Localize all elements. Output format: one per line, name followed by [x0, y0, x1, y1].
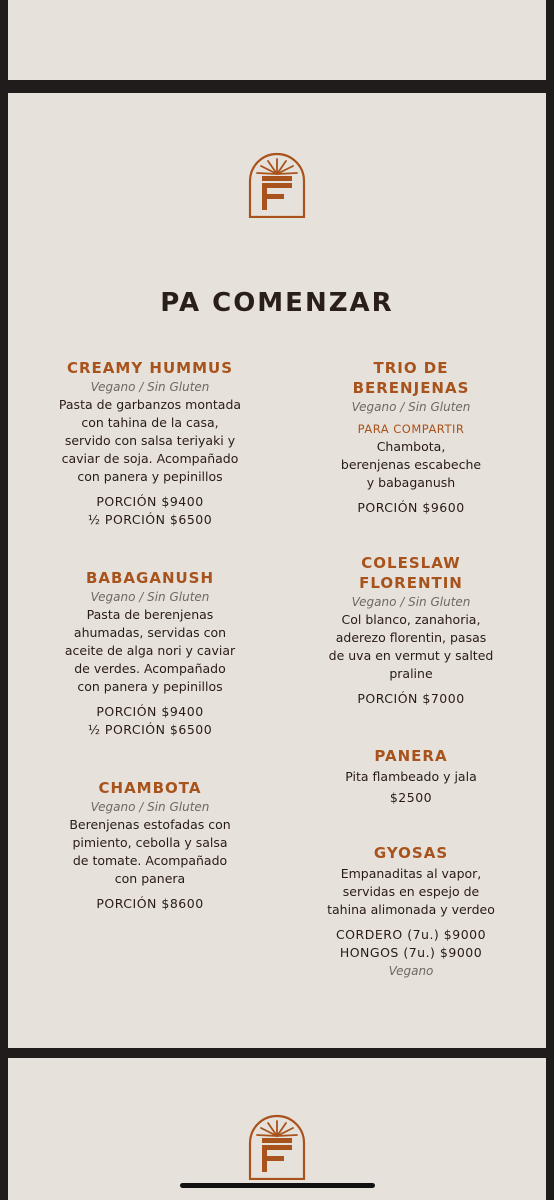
item-tag: Vegano — [388, 964, 434, 978]
item-note: PARA COMPARTIR — [357, 422, 465, 436]
item-price: PORCIÓN $7000 — [357, 691, 465, 706]
item-name: COLESLAW FLORENTIN — [359, 554, 463, 592]
item-name: CHAMBOTA — [98, 779, 202, 797]
sun-arch-f-logo-icon — [248, 1114, 306, 1180]
item-price: PORCIÓN $9600 — [357, 500, 465, 515]
item-name: BABAGANUSH — [85, 569, 215, 587]
item-price-hongos: HONGOS (7u.) $9000 — [339, 945, 483, 960]
item-price: $2500 — [389, 790, 433, 805]
item-price-half: ½ PORCIÓN $6500 — [87, 512, 213, 527]
item-description: Pasta de berenjenas ahumadas, servidas con aceite de alga nori y caviar de verdes. Acompañado con panera y pepinillos — [64, 607, 236, 694]
item-description: Col blanco, zanahoria, aderezo florentin, pasas de uva en vermut y salted praline — [328, 612, 494, 681]
menu-item-trio-de-berenjenas — [308, 358, 514, 517]
item-price: PORCIÓN $9400 — [96, 704, 204, 719]
previous-menu-page — [8, 0, 546, 80]
item-price-half: ½ PORCIÓN $6500 — [87, 722, 213, 737]
menu-item-gyosas — [308, 843, 514, 980]
menu-item-coleslaw-florentin — [308, 553, 514, 708]
next-menu-page — [8, 1058, 546, 1200]
item-tag: Vegano / Sin Gluten — [351, 400, 471, 414]
item-description: Chambota, berenjenas escabeche y babaganush — [340, 439, 482, 490]
item-price: PORCIÓN $9400 — [96, 494, 204, 509]
item-description: Berenjenas estofadas con pimiento, cebolla y salsa de tomate. Acompañado con panera — [69, 817, 231, 886]
item-tag: Vegano / Sin Gluten — [90, 380, 210, 394]
item-description: Pita flambeado y jala — [345, 769, 477, 784]
item-description: Pasta de garbanzos montada con tahina de la casa, servido con salsa teriyaki y caviar de soja. Acompañado con panera y pepinillos — [58, 397, 242, 484]
menu-item-panera — [308, 746, 514, 807]
item-name: PANERA — [374, 747, 448, 765]
item-tag: Vegano / Sin Gluten — [90, 800, 210, 814]
item-price: PORCIÓN $8600 — [96, 896, 204, 911]
section-title: PA COMENZAR — [160, 288, 394, 318]
menu-item-creamy-hummus — [40, 358, 260, 529]
home-indicator[interactable] — [180, 1183, 375, 1188]
item-description: Empanaditas al vapor, servidas en espejo de tahina alimonada y verdeo — [327, 866, 495, 917]
item-tag: Vegano / Sin Gluten — [351, 595, 471, 609]
menu-item-babaganush — [40, 568, 260, 739]
menu-page — [8, 93, 546, 1048]
item-name: GYOSAS — [373, 844, 449, 862]
sun-arch-f-logo-icon — [248, 152, 306, 218]
item-price-cordero: CORDERO (7u.) $9000 — [335, 927, 487, 942]
menu-item-chambota — [40, 778, 260, 913]
item-name: TRIO DE BERENJENAS — [352, 359, 470, 397]
item-tag: Vegano / Sin Gluten — [90, 590, 210, 604]
item-name: CREAMY HUMMUS — [67, 359, 233, 377]
